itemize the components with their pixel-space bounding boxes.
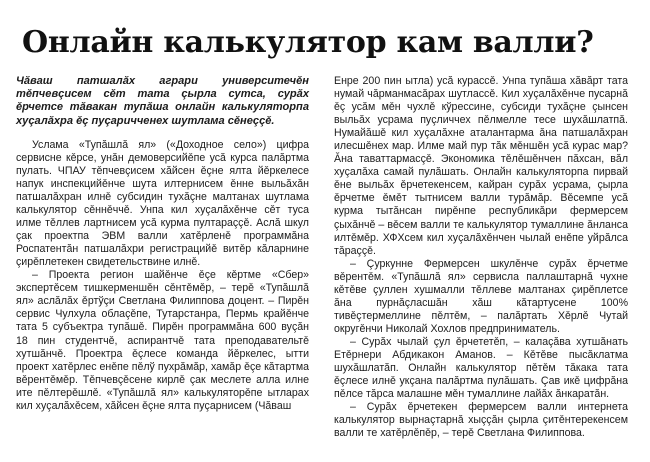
article-paragraph: Енре 200 пин ытла) усă курассě. Унпа тупăша хăвăрт тата нумай чăрманмасăрах шутлассě. Кил хуçалăхěнче пусарнă ěç усăм мěн чухлě кўрессине, субсиди тухăçне çынсен выльăх усрама пуçличчех пěлмелле тесе шухăшлатпă. Нумайăшě кил хуçалăхне аталантарма ăна патшалăхран илесшěнех мар. Илме май пур тăк мěншěн усă курас мар? Ăна таваттармасçě. Экономика тěлěшěнчен пăхсан, вăл хуçалăха самай пулăшать. Онлайн калькуляторпа пирвай ěне выльăх ěрчетекенсем, кайран сурăх усрама, çырла ěрчетме ěмěт тытнисем валли турăмăр. Вěсемпе усă курма тытăнсан пирěнпе республикăри фермерсем çыхăнчě – вěсем валли те калькулятор тумаллине ăнланса илтěмěр. ХФХсем кил хуçалăхěнчен чылай енěпе уйрăлса тăраççě. (334, 75, 628, 257)
article-lead: Чăваш патшалăх аграри университечěн тěпчевçисем сěт тата çырла сутса, сурăх ěрчетсе тăвакан тупăша онлайн калькуляторпа хуçалăхра ěç пуçаричченех шутлама сěнеççě. (16, 75, 309, 127)
article-paragraph: – Çуркунне Фермерсен шкулěнче сурăх ěрчетме вěрентěм. «Тупăшлă ял» сервисла паллаштарнă чухне кěтěве çуллен хушмалли тěллеве малтанах çирěплетсе ăна пурнăçласшăн хăш кăтартусене 100% тивěçтермеллине пěлтěм, – палăртать Хěрлě Чутай округěнчи Николай Хохлов предприниматель. (334, 257, 628, 335)
article-paragraph: – Сурăх ěрчетекен фермерсем валли интернета калькулятор вырнаçтарнă хыççăн çырла çитěнтерекенсем валли те хатěрлěпěр, – терě Светлана Филиппова. (334, 401, 628, 440)
article-paragraph: – Сурăх чылай çул ěрчететěп, – калаçăва хутшăнать Етěрнери Абдикакон Аманов. – Кěтěве пысăклатма шухăшлатăп. Онлайн калькулятор пěтěм тăкака тата ěçлесе илнě укçана палăртма пулăшать. Çав икě цифрăна пěлсе тăрса малашне мěн тумаллине лайăх ăнкаратăн. (334, 335, 628, 401)
article-column-right (334, 75, 628, 440)
article-paragraph: Услама «Тупăшлă ял» («Доходное село») цифра сервисне кěрсе, унăн демоверсийěпе усă курса палăртма пулать. ЧПАУ тěпчевçисем хăйсен ěçне ялта йěркелесе напук инспекцийěнче шута илтернисем ěнне выльăхăн патшалăхран илнě субсидин тухăçне малтанах шутлама калькулятор сěннěччě. Унпа кил хуçалăхěнче сěт туса илме тěллев лартнисем усă курма пултараççě. Аслă шкул çак проектпа ЭВМ валли хатěрленě программăна Роспатентăн патшалăхри регистрацийě витěр кăларнине çирěплетекен свидетельствине илнě. (16, 138, 309, 269)
article-column-left (16, 75, 309, 413)
article-paragraph: – Проекта регион шайěнче ěçе кěртме «Сбер» экспертěсем тишкерменшěн сěнтěмěр, – терě «Тупăшлă ял» аслăлăх ěртўçи Светлана Филиппова доцент. – Пирěн сервис Чулхула облаçěпе, Тутарстанра, Пермь крайěнче тата 5 субъектра тупăшě. Пирěн программăна 600 вуçăн 18 пин студентчě, аспирантчě тата преподавательтě хутшăнчě. Проектра ěçлесе команда йěркелес, ытти проект хатěрлес енěпе пěлў пухрăмăр, хамăр ěçе кăтартма вěрентěмěр. Тěпчевçěсене кирлě çак меслете алла илне ите пěлтерěшлě. «Тупăшлă ял» калькуляторěпе ытларах кил хуçалăхěсем, хăйсен ěçне ялта пуçарнисем (Чăваш (16, 269, 309, 412)
article-headline: Онлайн калькулятор кам валли? (22, 25, 594, 60)
